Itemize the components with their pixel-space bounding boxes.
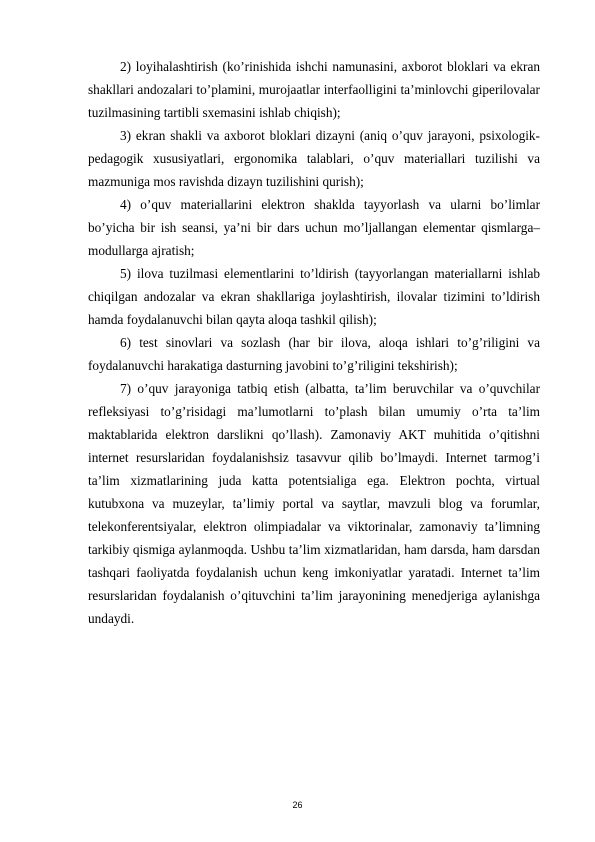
paragraph-step-3: 3) ekran shakli va axborot bloklari dizayni (aniq o’quv jarayoni, psixologik-pedagogik xususiyatlari, ergonomika talablari, o’quv materiallari tuzilishi va mazmuniga mos ravishda dizayn tuzilishini qurish); — [88, 128, 540, 189]
paragraph-step-6: 6) test sinovlari va sozlash (har bir ilova, aloqa ishlari to’g’riligini va foydalanuvchi harakatiga dasturning javobini to’g’riligini tekshirish); — [88, 335, 540, 373]
page-number: 26 — [292, 800, 303, 810]
paragraph-step-2: 2) loyihalashtirish (ko’rinishida ishchi namunasini, axborot bloklari va ekran shakllari andozalari to’plamini, murojaatlar interfaolligini ta’minlovchi giperilovalar tuzilmasining tartibli sxemasini ishlab chiqish); — [88, 59, 540, 120]
paragraph-step-5: 5) ilova tuzilmasi elementlarini to’ldirish (tayyorlangan materiallarni ishlab chiqilgan andozalar va ekran shakllariga joylashtirish, ilovalar tizimini to’ldirish hamda foydalanuvchi bilan qayta aloqa tashkil qilish); — [88, 266, 540, 327]
paragraph-step-7: 7) o’quv jarayoniga tatbiq etish (albatta, ta’lim beruvchilar va o’quvchilar refleksiyasi to’g’risidagi ma’lumotlarni to’plash bilan umumiy o’rta ta’lim maktablarida elektron darslikni qo’llash). Zamonaviy AKT muhitida o’qitishni internet resurslaridan foydalanishsiz tasavvur qilib bo’lmaydi. Internet tarmog’i ta’lim xizmatlarining juda katta potentsialiga ega. Elektron pochta, virtual kutubxona va muzeylar, ta’limiy portal va saytlar, mavzuli blog va forumlar, telekonferentsiyalar, elektron olimpiadalar va viktorinalar, zamonaviy ta’limning tarkibiy qismiga aylanmoqda. Ushbu ta’lim xizmatlaridan, ham darsda, ham darsdan tashqari faoliyatda foydalanish uchun keng imkoniyatlar yaratadi. Internet ta’lim resurslaridan foydalanish o’qituvchini ta’lim jarayonining menedjeriga aylanishga undaydi. — [88, 381, 540, 626]
document-body — [88, 55, 540, 630]
paragraph-step-4: 4) o’quv materiallarini elektron shaklda tayyorlash va ularni bo’limlar bo’yicha bir ish seansi, ya’ni bir dars uchun mo’ljallangan elementar qismlarga–modullarga ajratish; — [88, 197, 540, 258]
